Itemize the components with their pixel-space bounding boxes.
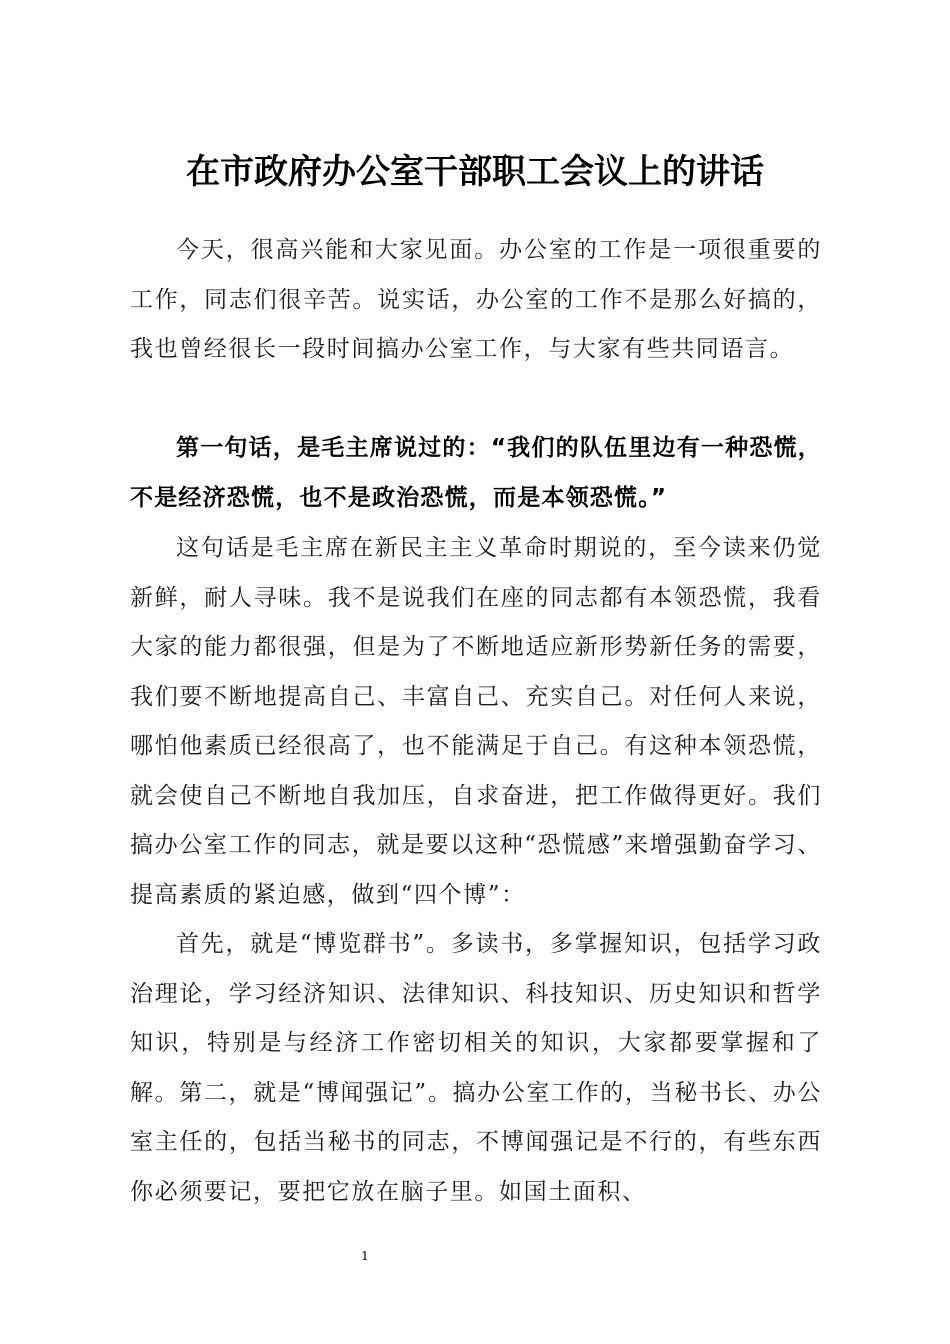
page-number: 1 — [361, 1249, 369, 1263]
paragraph-four-bo: 首先，就是“博览群书”。多读书，多掌握知识，包括学习政治理论，学习经济知识、法律知识、科技知识、历史知识和哲学知识，特别是与经济工作密切相关的知识，大家都要掌握和了解。第二，就是“博闻强记”。搞办公室工作的，当秘书长、办公室主任的，包括当秘书的同志，不博闻强记是不行的，有些东西你必须要记，要把它放在脑子里。如国土面积、 — [130, 931, 822, 1205]
paragraph-explanation: 这句话是毛主席在新民主主义革命时期说的，至今读来仍觉新鲜，耐人寻味。我不是说我们在座的同志都有本领恐慌，我看大家的能力都很强，但是为了不断地适应新形势新任务的需要，我们要不断地提高自己、丰富自己、充实自己。对任何人来说，哪怕他素质已经很高了，也不能满足于自己。有这种本领恐慌，就会使自己不断地自我加压，自求奋进，把工作做得更好。我们搞办公室工作的同志，就是要以这种“恐慌感”来增强勤奋学习、提高素质的紧迫感，做到“四个博”： — [130, 535, 822, 908]
paragraph-opening: 今天，很高兴能和大家见面。办公室的工作是一项很重要的工作，同志们很辛苦。说实话，办公室的工作不是那么好搞的，我也曾经很长一段时间搞办公室工作，与大家有些共同语言。 — [130, 237, 822, 362]
document-title: 在市政府办公室干部职工会议上的讲话 — [186, 152, 764, 192]
paragraph-first-quote: 第一句话，是毛主席说过的：“我们的队伍里边有一种恐慌，不是经济恐慌，也不是政治恐慌，而是本领恐慌。” — [130, 435, 822, 511]
